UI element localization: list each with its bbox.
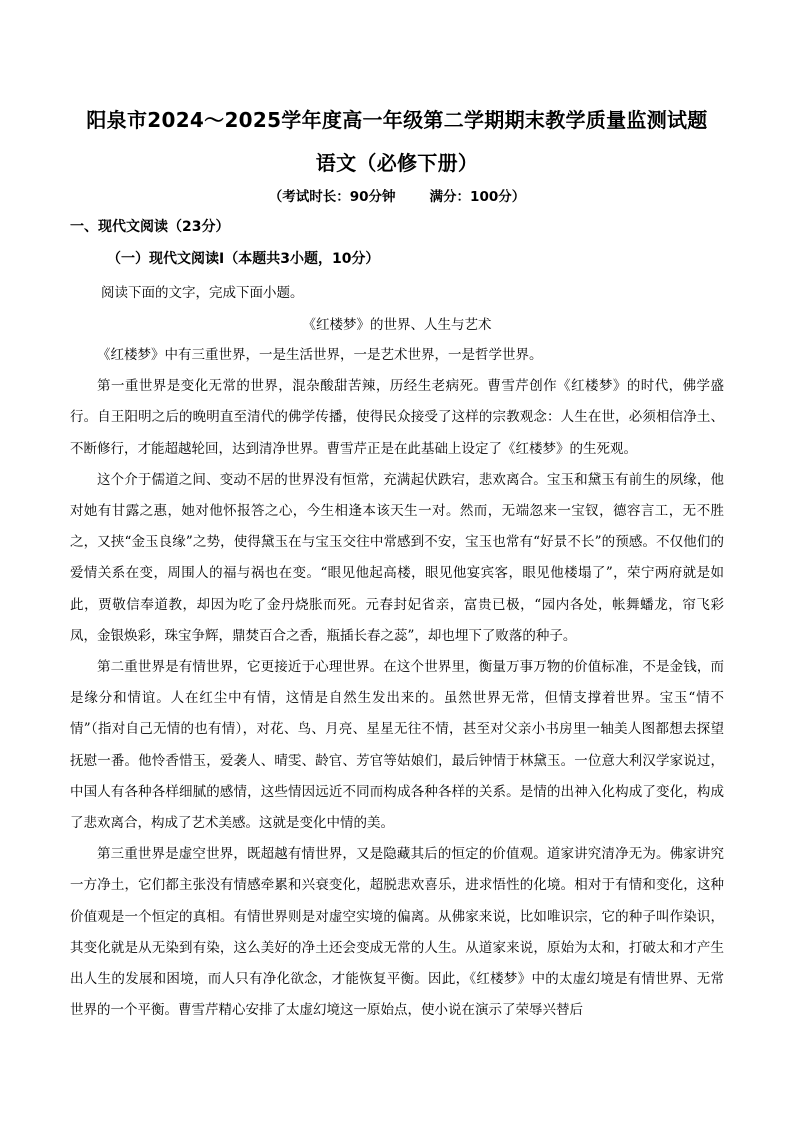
article-paragraph: 第二重世界是有情世界，它更接近于心理世界。在这个世界里，衡量万事万物的价值标准，不是金钱，而是缘分和情谊。人在红尘中有情，这情是自然生发出来的。虽然世界无常，但情支撑着世界。宝玉“情不情”（指对自己无情的也有情），对花、鸟、月亮、星星无往不情，甚至对父亲小书房里一轴美人图都想去探望抚慰一番。他怜香惜玉，爱袭人、晴雯、龄官、芳官等姑娘们，最后钟情于林黛玉。一位意大利汉学家说过，中国人有各种各样细腻的感情，这些情因远近不同而构成各种各样的关系。是情的出神入化构成了变化，构成了悲欢离合，构成了艺术美感。这就是变化中情的美。	[70, 659, 724, 832]
subsection-heading: （一）现代文阅读Ⅰ（本题共3小题，10分）	[107, 251, 380, 267]
exam-info	[0, 185, 794, 205]
exam-title: 阳泉市2024～2025学年度高一年级第二学期期末教学质量监测试题	[86, 108, 708, 132]
article-paragraph: 《红楼梦》中有三重世界，一是生活世界，一是艺术世界，一是哲学世界。	[97, 347, 543, 363]
article-paragraph: 这个介于儒道之间、变动不居的世界没有恒常，充满起伏跌宕，悲欢离合。宝玉和黛玉有前生的夙缘，他对她有甘露之惠，她对他怀报答之心，今生相逢本该天生一对。然而，无端忽来一宝钗，德容言工，无不胜之，又挟“金玉良缘”之势，使得黛玉在与宝玉交往中常感到不安，宝玉也常有“好景不长”的预感。不仅他们的爱情关系在变，周围人的福与祸也在变。“眼见他起高楼，眼见他宴宾客，眼见他楼塌了”，荣宁两府就是如此，贾敬信奉道教，却因为吃了金丹烧胀而死。元春封妃省亲，富贵已极，“园内各处，帐舞蟠龙，帘飞彩凤，金银焕彩，珠宝争辉，鼎焚百合之香，瓶插长春之蕊”，却也埋下了败落的种子。	[70, 471, 724, 644]
reading-instruction: 阅读下面的文字，完成下面小题。	[101, 285, 304, 301]
exam-subtitle: 语文（必修下册）	[315, 151, 479, 175]
article-paragraph: 第一重世界是变化无常的世界，混杂酸甜苦辣，历经生老病死。曹雪芹创作《红楼梦》的时代，佛学盛行。自王阳明之后的晚明直至清代的佛学传播，使得民众接受了这样的宗教观念：人生在世，必须相信净土、不断修行，才能超越轮回，达到清净世界。曹雪芹正是在此基础上设定了《红楼梦》的生死观。	[70, 378, 724, 457]
exam-time: （考试时长：90分钟	[268, 189, 396, 205]
article-body	[70, 340, 724, 1026]
section-heading: 一、现代文阅读（23分）	[70, 219, 230, 235]
article-title: 《红楼梦》的世界、人生与艺术	[302, 317, 492, 333]
article-paragraph: 第三重世界是虚空世界，既超越有情世界，又是隐藏其后的恒定的价值观。道家讲究清净无为。佛家讲究一方净土，它们都主张没有情感牵累和兴衰变化，超脱悲欢喜乐，进求悟性的化境。相对于有情和变化，这种价值观是一个恒定的真相。有情世界则是对虚空实境的偏离。从佛家来说，比如唯识宗，它的种子叫作染识，其变化就是从无染到有染，这么美好的净土还会变成无常的人生。从道家来说，原始为太和，打破太和才产生出人生的发展和困境，而人只有净化欲念，才能恢复平衡。因此，《红楼梦》中的太虚幻境是有情世界、无常世界的一个平衡。曹雪芹精心安排了太虚幻境这一原始点，使小说在演示了荣辱兴替后	[70, 846, 724, 1019]
full-score: 满分：100分）	[429, 189, 526, 205]
